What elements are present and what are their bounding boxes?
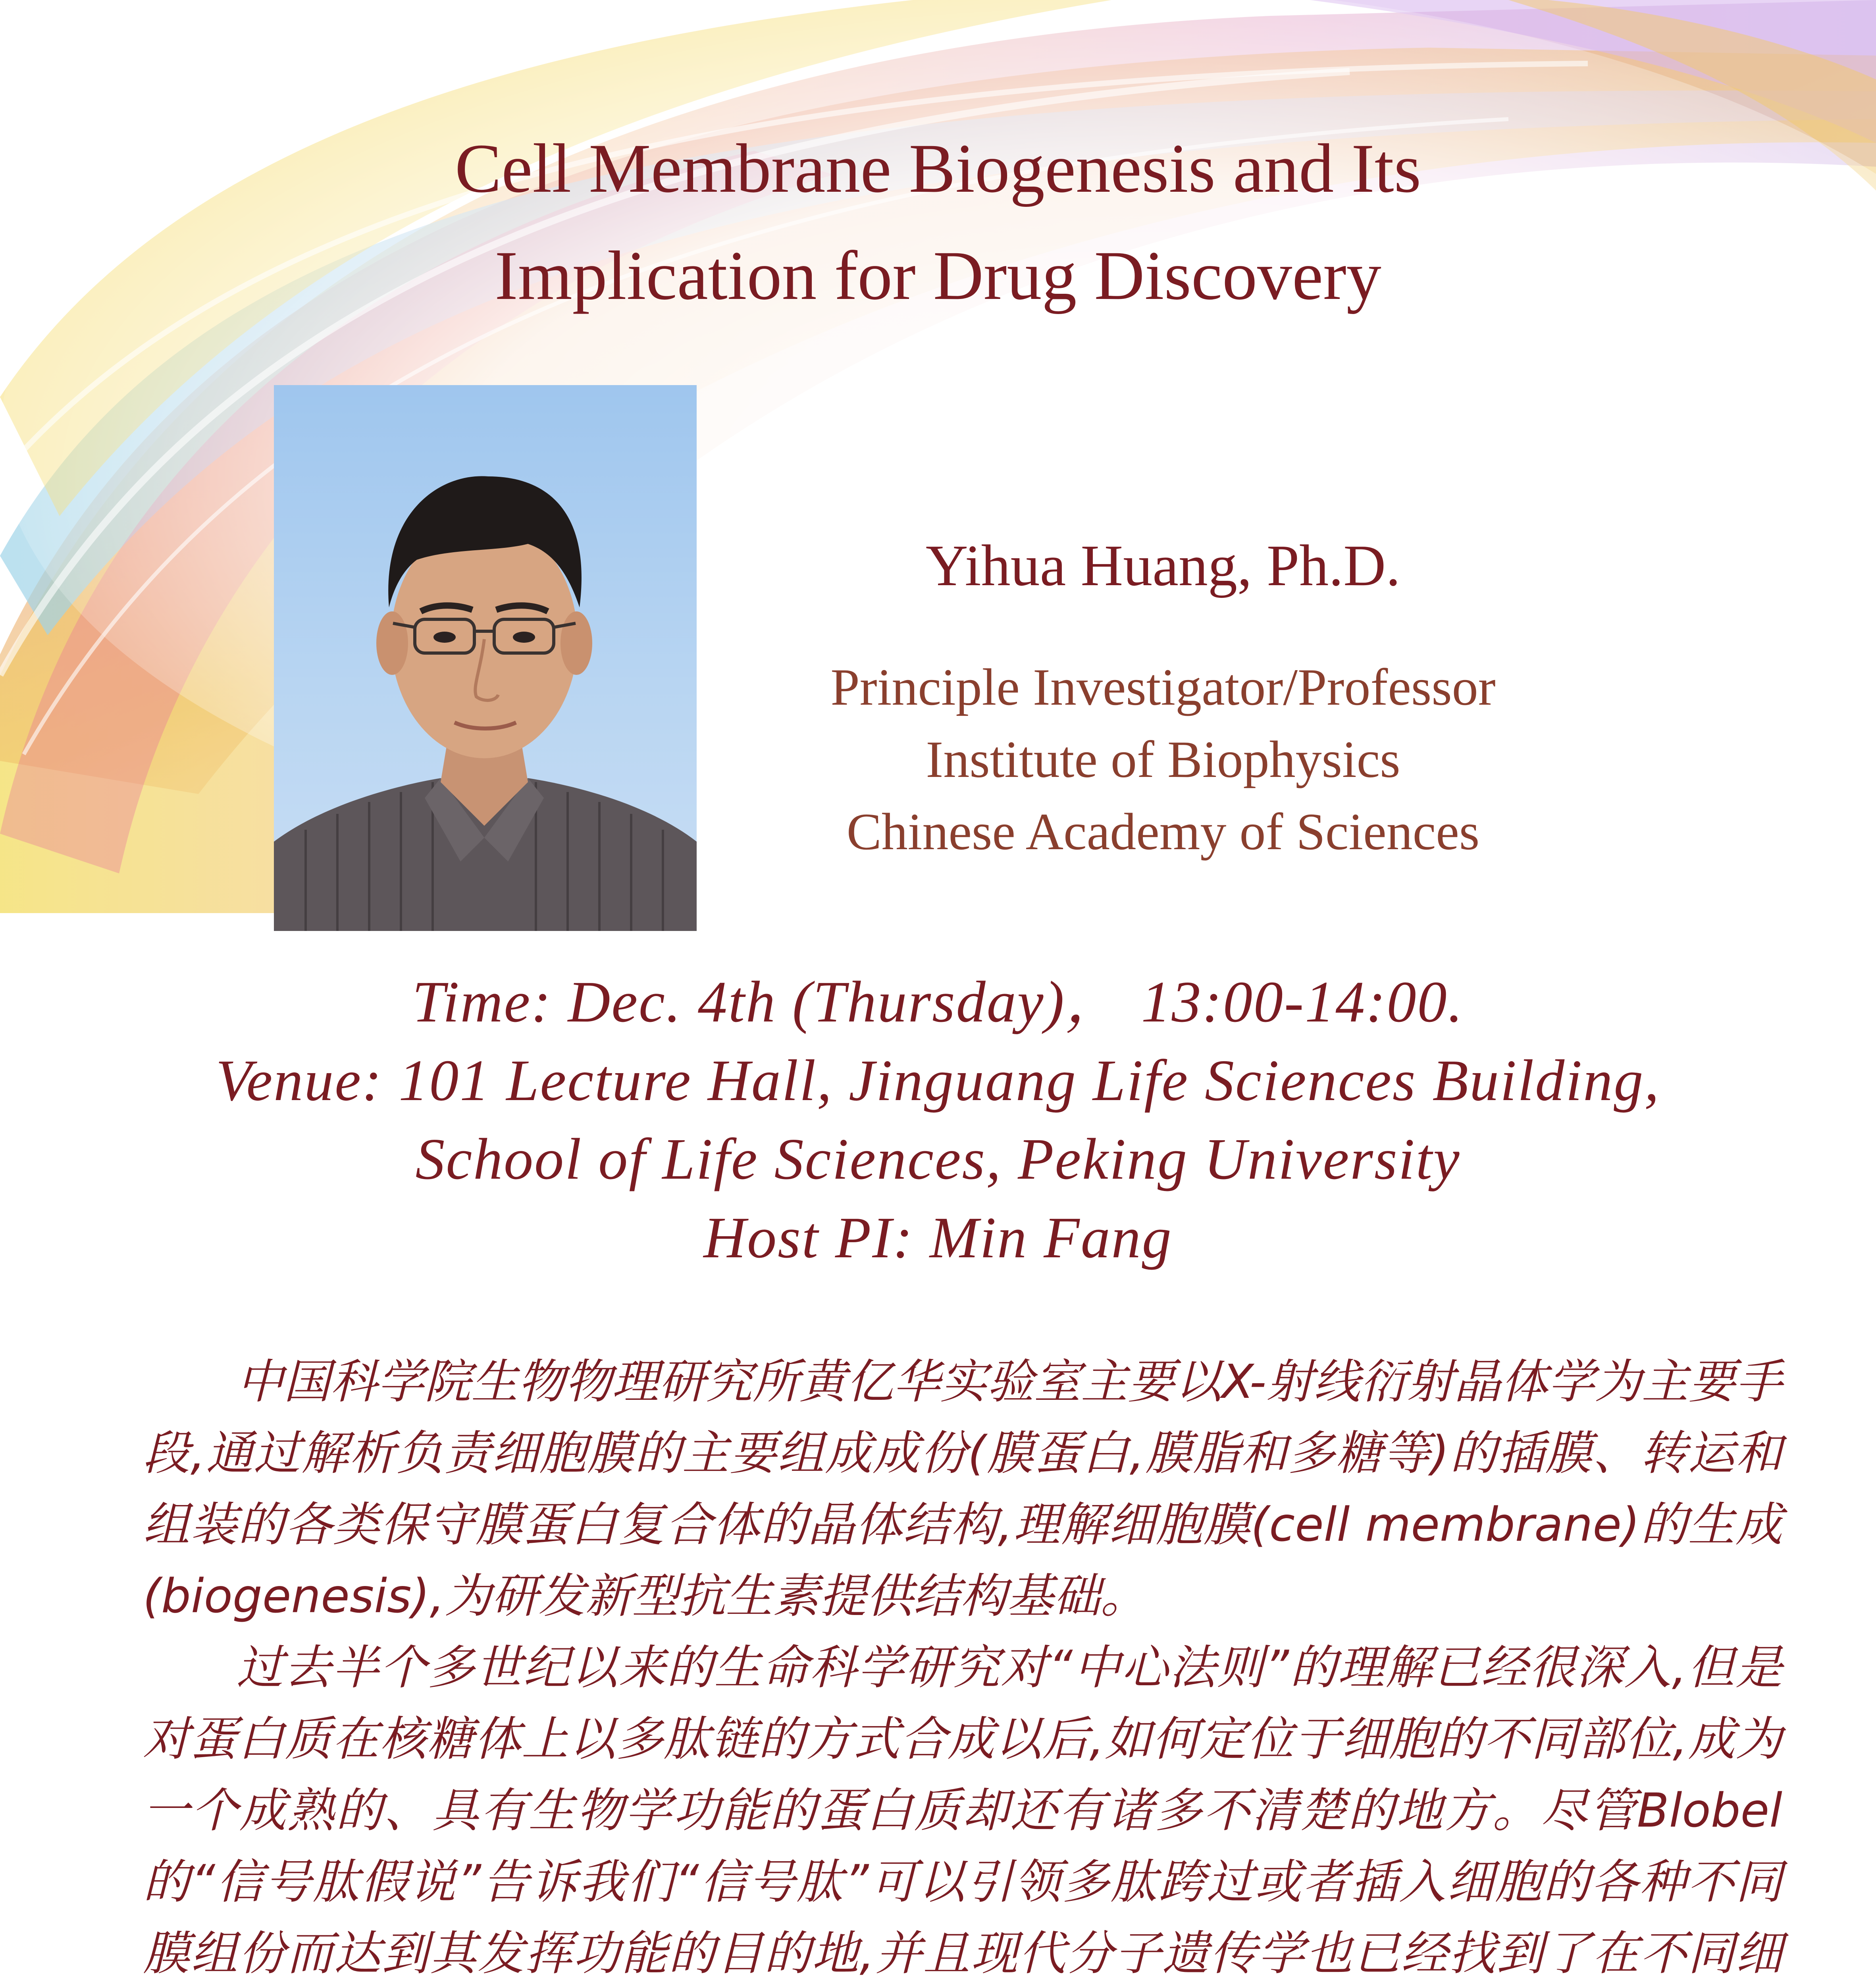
speaker-affiliation: [715, 651, 1612, 868]
talk-title-line-2: Implication for Drug Discovery: [495, 237, 1381, 314]
speaker-name: Yihua Huang, Ph.D.: [925, 533, 1401, 598]
event-time: Time: Dec. 4th (Thursday)， 13:00-14:00.: [412, 969, 1464, 1035]
talk-title: [0, 115, 1876, 330]
event-venue-line-1: Venue: 101 Lecture Hall, Jinguang Life Sciences Building,: [216, 1048, 1660, 1113]
speaker-portrait: [274, 385, 697, 931]
event-info: [0, 963, 1876, 1277]
event-host: Host PI: Min Fang: [703, 1205, 1173, 1270]
speaker-portrait-icon: [274, 385, 697, 931]
speaker-position: Principle Investigator/Professor: [830, 658, 1496, 716]
talk-title-line-1: Cell Membrane Biogenesis and Its: [455, 130, 1421, 207]
abstract-paragraph-2: 过去半个多世纪以来的生命科学研究对“中心法则”的理解已经很深入,但是对蛋白质在核糖体上以多肽链的方式合成以后,如何定位于细胞的不同部位,成为一个成熟的、具有生物学功能的蛋白质却还有诸多不清楚的地方。尽管Blobel的“信号肽假说”告诉我们“信号肽”可以引领多肽跨过或者插入细胞的各种不同膜组份而达到其发挥功能的目的地,并且现代分子遗传学也已经找到了在不同细: [143, 1640, 1782, 1981]
speaker-academy: Chinese Academy of Sciences: [846, 802, 1480, 861]
abstract: [143, 1346, 1782, 1985]
speaker-institute: Institute of Biophysics: [926, 730, 1400, 788]
event-venue-line-2: School of Life Sciences, Peking University: [415, 1127, 1461, 1192]
abstract-paragraph-1: 中国科学院生物物理研究所黄亿华实验室主要以X-射线衍射晶体学为主要手段,通过解析负责细胞膜的主要组成成份(膜蛋白,膜脂和多糖等)的插膜、转运和组装的各类保守膜蛋白复合体的晶体结构,理解细胞膜(cell membrane)的生成(biogenesis),为研发新型抗生素提供结构基础。: [143, 1354, 1782, 1623]
